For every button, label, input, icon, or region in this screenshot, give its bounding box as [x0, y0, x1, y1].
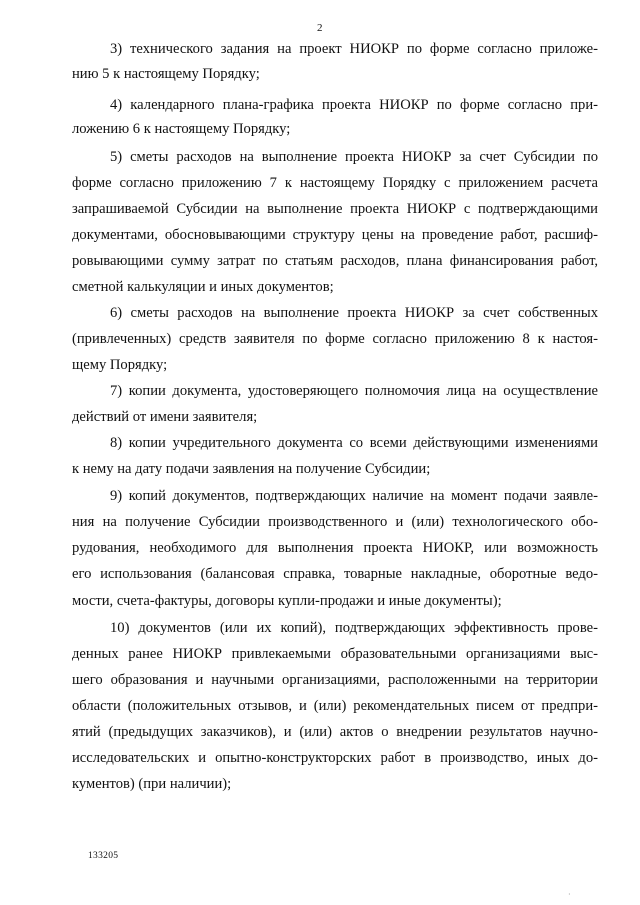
paragraph-line: шего образования и научными организациями, расположенными на территории: [72, 672, 598, 688]
paragraph-line: 10) документов (или их копий), подтверждающих эффективность прове-: [110, 620, 598, 636]
paragraph-line: форме согласно приложению 7 к настоящему Порядку с приложением расчета: [72, 175, 598, 191]
paragraph-line: мости, счета-фактуры, договоры купли-продажи и иные документы);: [72, 593, 502, 609]
paragraph-line: ятий (предыдущих заказчиков), и (или) актов о внедрении результатов научно-: [72, 724, 598, 740]
paragraph-line: 7) копии документа, удостоверяющего полномочия лица на осуществление: [110, 383, 598, 399]
paragraph-line: ния на получение Субсидии производственного и (или) технологического обо-: [72, 514, 598, 530]
paragraph-line: кументов) (при наличии);: [72, 776, 232, 792]
paragraph-line: сметной калькуляции и иных документов;: [72, 279, 334, 295]
paragraph-line: 6) сметы расходов на выполнение проекта НИОКР за счет собственных: [110, 305, 598, 321]
page-number: 2: [317, 22, 323, 34]
paragraph-line: действий от имени заявителя;: [72, 409, 258, 425]
paragraph-line: ложению 6 к настоящему Порядку;: [72, 121, 291, 137]
paragraph-line: 9) копий документов, подтверждающих наличие на момент подачи заявле-: [110, 488, 598, 504]
paragraph-line: денных ранее НИОКР привлекаемыми образовательными организациями выс-: [72, 646, 598, 662]
paragraph-line: ровывающими сумму затрат по статьям расходов, плана финансирования работ,: [72, 253, 598, 269]
document-code: 133205: [88, 851, 119, 861]
paragraph-line: щему Порядку;: [72, 357, 168, 373]
paragraph-line: рудования, необходимого для выполнения проекта НИОКР, или возможность: [72, 540, 598, 556]
paragraph-line: 4) календарного плана-графика проекта НИОКР по форме согласно при-: [110, 97, 598, 113]
paragraph-line: нию 5 к настоящему Порядку;: [72, 66, 260, 82]
scan-mark: ·: [568, 890, 571, 899]
paragraph-line: к нему на дату подачи заявления на получение Субсидии;: [72, 461, 431, 477]
paragraph-line: запрашиваемой Субсидии на выполнение проекта НИОКР с подтверждающими: [72, 201, 598, 217]
paragraph-line: документами, обосновывающими структуру цены на проведение работ, расшиф-: [72, 227, 598, 243]
paragraph-line: 5) сметы расходов на выполнение проекта НИОКР за счет Субсидии по: [110, 149, 598, 165]
paragraph-line: 3) технического задания на проект НИОКР по форме согласно приложе-: [110, 41, 598, 57]
paragraph-line: (привлеченных) средств заявителя по форме согласно приложению 8 к настоя-: [72, 331, 598, 347]
paragraph-line: его использования (балансовая справка, товарные накладные, оборотные ведо-: [72, 566, 598, 582]
paragraph-line: исследовательских и опытно-конструкторских работ в производство, иных до-: [72, 750, 598, 766]
paragraph-line: 8) копии учредительного документа со всеми действующими изменениями: [110, 435, 598, 451]
paragraph-line: области (положительных отзывов, и (или) рекомендательных писем от предпри-: [72, 698, 598, 714]
